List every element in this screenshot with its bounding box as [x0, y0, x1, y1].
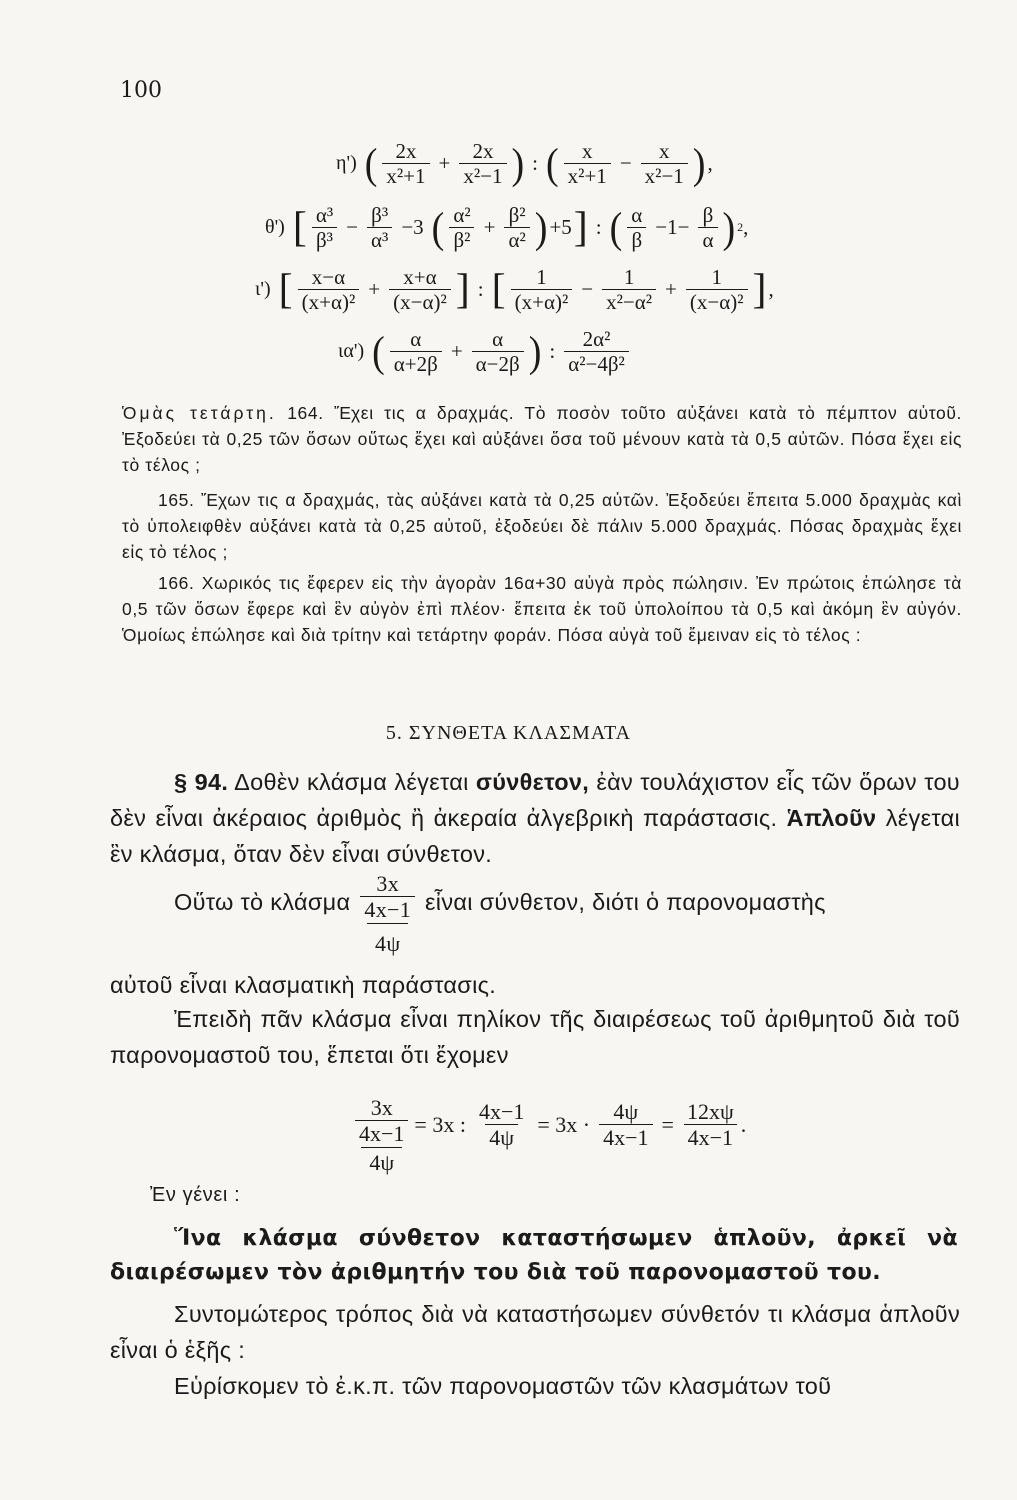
fraction: $\frac{\text{β³}}{\text{α³}}$ — [367, 204, 392, 251]
fraction: $\frac{4\psi}{4x-1}$ — [599, 1100, 652, 1149]
lcm-paragraph: Εὑρίσκομεν τὸ ἐ.κ.π. τῶν παρονομαστῶν τῶν κλασμάτων τοῦ — [174, 1373, 832, 1399]
problem-text: 166. Χωρικός τις ἔφερεν εἰς τὴν ἀγορὰν 16α+30 αὐγὰ πρὸς πώλησιν. Ἐν πρώτοις ἐπώλησε τὰ 0,5 τῶν ὅσων ἔφερε καὶ ἓν αὐγὸν ἐπὶ πλέον· ἔπειτα ἐκ τοῦ ὑπολοίπου τὰ 0,5 καὶ ἀκόμη ἓν αὐγόν. Ὁμοίως ἐπώλησε καὶ διὰ τρίτην καὶ τετάρτην φοράν. Πόσα αὐγὰ τοῦ ἔμειναν εἰς τὸ τέλος : — [122, 573, 962, 645]
problem-166 — [122, 570, 962, 648]
fraction: $\frac{2x}{\text{x²−1}}$ — [459, 140, 506, 187]
fraction: $\frac{12x\psi}{4x-1}$ — [683, 1100, 738, 1149]
shortcut-paragraph: Συντομώτερος τρόπος διὰ νὰ καταστήσωμεν σύνθετόν τι κλάσμα ἁπλοῦν εἶναι ὁ ἑξῆς : — [110, 1301, 960, 1363]
example-continuation: αὐτοῦ εἶναι κλασματικὴ παράστασις. — [110, 972, 497, 998]
fraction: $\frac{\text{α³}}{\text{β³}}$ — [312, 204, 337, 251]
fraction: $\frac{x-\alpha}{\text{(x+α)²}}$ — [298, 266, 360, 313]
problem-text: 164. Ἔχει τις α δραχμάς. Τὸ ποσὸν τοῦτο αὐξάνει κατὰ τὸ πέμπτον αὐτοῦ. Ἐξοδεύει τὰ 0,25 τῶν ὅσων οὕτως ἔχει καὶ αὐξάνει ὅσα τοῦ μένουν κατὰ τὰ 0,5 αὐτῶν. Πόσα ἔχει εἰς τὸ τέλος ; — [122, 403, 962, 475]
fraction: $\frac{\alpha}{\alpha-2\beta}$ — [472, 328, 524, 375]
fraction: $\frac{1}{\text{x²−α²}}$ — [602, 266, 656, 313]
fraction: $\frac{1}{\text{(x−α)²}}$ — [686, 266, 748, 313]
exercise-label: ια') — [338, 340, 365, 363]
exercise-iota: ι') [ $\frac{x-\alpha}{\text{(x+α)²}}$ + $\frac{x+\alpha}{\text{(x−α)²}}$ ] : [ $\frac{1}{\text{(x+α)²}}$ − $\frac{1}{\text{x²−α²}}$ + $\frac{1}{\text{(x−α)²}}$ ] , — [255, 265, 774, 315]
exercise-label: η') — [336, 152, 357, 175]
fraction: $\frac{\text{2α²}}{\text{α²−4β²}}$ — [564, 328, 629, 375]
composite-fraction: $\frac{3x}{4x-1}$ 4ψ — [360, 872, 415, 962]
fraction: $\frac{\beta}{\alpha}$ — [698, 204, 717, 251]
problem-text: 165. Ἔχων τις α δραχμάς, τὰς αὐξάνει κατὰ τὰ 0,25 αὐτῶν. Ἐξοδεύει ἔπειτα 5.000 δραχμὰς καὶ τὸ ὑπολειφθὲν αὐξάνει κατὰ τὰ 0,25 αὐτοῦ, ἐξοδεύει δὲ πάλιν 5.000 δραχμάς. Πόσας δραχμὰς ἔχει εἰς τὸ τέλος ; — [122, 490, 962, 562]
rule-statement: Ἵνα κλάσμα σύνθετον καταστήσωμεν ἁπλοῦν, ἀρκεῖ νὰ διαιρέσωμεν τὸν ἀριθμητήν του διὰ τοῦ παρονομαστοῦ του. — [110, 1226, 958, 1285]
term-simple: Ἁπλοῦν — [786, 805, 877, 831]
fraction: $\frac{\text{β²}}{\text{α²}}$ — [504, 204, 529, 251]
term-composite: σύνθετον, — [475, 769, 590, 795]
page-number: 100 — [120, 78, 162, 103]
section-heading: 5. ΣΥΝΘΕΤΑ ΚΛΑΣΜΑΤΑ — [385, 722, 632, 744]
fraction: $\frac{x}{\text{x²+1}}$ — [564, 140, 611, 187]
problem-164 — [122, 400, 962, 478]
exercise-theta: θ') [ $\frac{\text{α³}}{\text{β³}}$ − $\frac{\text{β³}}{\text{α³}}$ −3 ( $\frac{\text{α²}}{\text{β²}}$ + $\frac{\text{β²}}{\text{α²}}$ ) +5 ] : ( $\frac{\alpha}{\beta}$ −1− $\frac{\beta}{\alpha}$ ) 2 , — [265, 203, 749, 253]
fraction: $\frac{\alpha}{\alpha+2\beta}$ — [390, 328, 442, 375]
group-label: Ὁμὰς τετάρτη. — [122, 403, 277, 423]
fraction: $\frac{4x-1}{4\psi}$ — [478, 1099, 525, 1151]
fraction: $\frac{\alpha}{\beta}$ — [627, 204, 646, 251]
fraction: $\frac{1}{\text{(x+α)²}}$ — [511, 266, 573, 313]
fraction: $\frac{\text{α²}}{\text{β²}}$ — [449, 204, 474, 251]
division-paragraph: Ἐπειδὴ πᾶν κλάσμα εἶναι πηλίκον τῆς διαιρέσεως τοῦ ἀριθμητοῦ διὰ τοῦ παρονομαστοῦ του, ἕπεται ὅτι ἔχομεν — [110, 1006, 960, 1068]
example-paragraph: Οὕτω τὸ κλάσμα $\frac{3x}{4x-1}$ 4ψ εἶναι σύνθετον, διότι ὁ παρονομαστὴς — [174, 872, 964, 962]
problem-165 — [122, 487, 962, 565]
definition-paragraph: § 94. Δοθὲν κλάσμα λέγεται σύνθετον, ἐὰν τουλάχιστον εἷς τῶν ὅρων του δὲν εἶναι ἀκέραιος ἀριθμὸς ἢ ἀκεραία ἀλγεβρικὴ παράστασις. Ἁπλοῦν λέγεται ἓν κλάσμα, ὅταν δὲν εἶναι σύνθετον. — [110, 769, 960, 867]
exercise-eta: η') ( $\frac{2x}{\text{x²+1}}$ + $\frac{2x}{\text{x²−1}}$ ) : ( $\frac{x}{\text{x²+1}}$ − $\frac{x}{\text{x²−1}}$ ) , — [336, 139, 713, 189]
fraction: $\frac{2x}{\text{x²+1}}$ — [382, 140, 429, 187]
exercise-ia: ια') ( $\frac{\alpha}{\alpha+2\beta}$ + $\frac{\alpha}{\alpha-2\beta}$ ) : $\frac{\text{2α²}}{\text{α²−4β²}}$ — [338, 328, 632, 375]
paragraph-number: § 94. — [174, 769, 229, 795]
equation: $\frac{\frac{3x}{4x-1}}{4\psi}$ = 3x : $\frac{4x-1}{4\psi}$ = 3x · $\frac{4\psi}{4x-1}$ = $\frac{12x\psi}{4x-1}$ . — [355, 1096, 746, 1176]
fraction: $\frac{x+\alpha}{\text{(x−α)²}}$ — [389, 266, 451, 313]
in-general-label: Ἐν γένει : — [150, 1184, 241, 1206]
exercise-label: θ') — [265, 216, 285, 239]
fraction: $\frac{x}{\text{x²−1}}$ — [641, 140, 688, 187]
exercise-label: ι') — [255, 278, 271, 301]
composite-fraction: $\frac{\frac{3x}{4x-1}}{4\psi}$ — [355, 1096, 408, 1176]
